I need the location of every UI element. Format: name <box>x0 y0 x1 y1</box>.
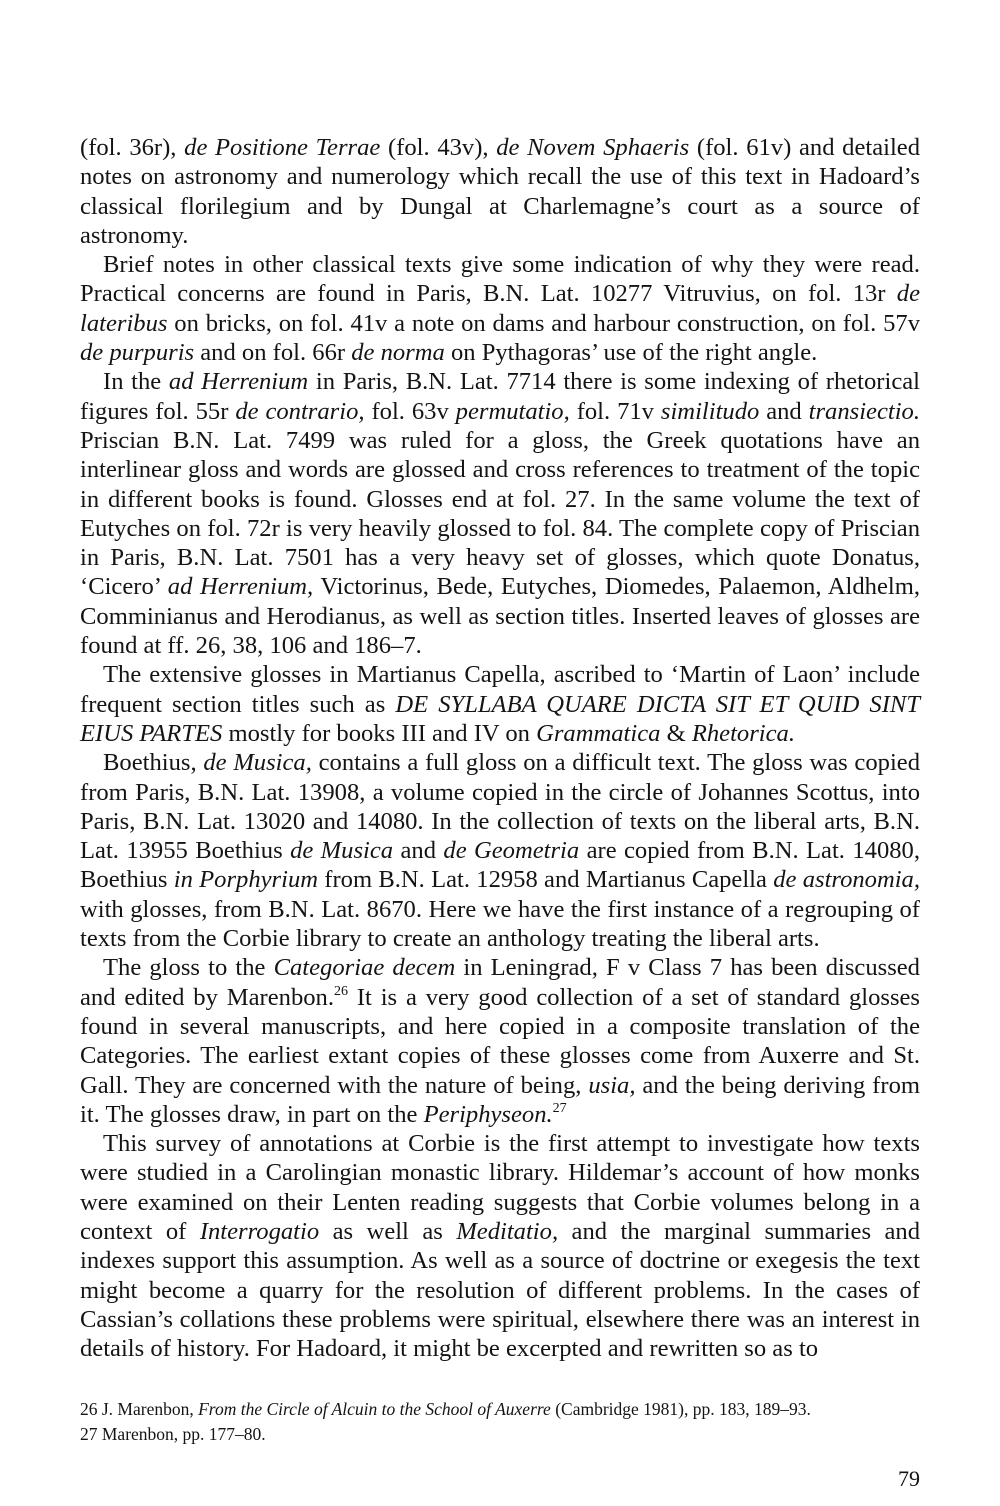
italic-text: From the Circle of Alcuin to the School of Auxerre <box>198 1399 551 1419</box>
text-run: in Leningrad, F v Class 7 has been discussed and edited by Marenbon. <box>80 954 920 1011</box>
text-run: Priscian B.N. Lat. 7499 was ruled for a gloss, the Greek quotations have an interlinear gloss and words are glossed and cross references to treatment of the topic in different books is found. Glosses end at fol. 27. In the same volume the text of Eutyches on fol. 72r is very heavily glossed to fol. 84. The complete copy of Priscian in Paris, B.N. Lat. 7501 has a very heavy set of glosses, which quote Donatus, ‘Cicero’ <box>80 426 920 601</box>
italic-text: Periphyseon. <box>423 1100 553 1128</box>
italic-text: Categoriae decem <box>273 954 456 982</box>
italic-text: de lateribus <box>80 280 920 337</box>
italic-text: ad Herrenium, <box>167 573 314 601</box>
text-run: on Pythagoras’ use of the right angle. <box>444 339 818 367</box>
body-text <box>80 133 920 1363</box>
text-run: mostly for books III and IV on <box>222 719 537 747</box>
footnote <box>80 1397 940 1422</box>
page-number: 79 <box>898 1466 920 1491</box>
italic-text: Meditatio, <box>456 1217 559 1245</box>
paragraph <box>80 367 920 660</box>
footnote <box>80 1422 940 1447</box>
italic-text: usia, <box>588 1071 636 1099</box>
text-run: in Paris, B.N. Lat. 7714 there is some indexing of rhetorical figures fol. 55r <box>80 368 920 425</box>
text-run: The gloss to the <box>103 954 274 982</box>
italic-text: de Positione Terrae <box>184 134 381 161</box>
italic-text: in Porphyrium <box>173 866 318 894</box>
italic-text: de Geometria <box>443 837 580 865</box>
italic-text: de Musica, <box>203 749 312 777</box>
paragraph <box>80 660 920 748</box>
text-run: This survey of annotations at Corbie is the first attempt to investigate how texts were studied in a Carolingian monastic library. Hildemar’s account of how monks were examined on their Lenten reading suggests that Corbie volumes belong in a context of <box>80 1130 920 1245</box>
italic-text: transiectio. <box>808 397 921 425</box>
paragraph <box>80 953 920 1129</box>
text-run: & <box>660 719 692 747</box>
text-run: from B.N. Lat. 12958 and Martianus Capella <box>318 866 774 894</box>
text-run: (fol. 43v), <box>380 134 497 161</box>
text-run: fol. 71v <box>569 397 661 425</box>
italic-text: de contrario, <box>235 397 365 425</box>
italic-text: ad Herrenium <box>168 368 309 396</box>
text-run: It is a very good collection of a set of standard glosses found in several manuscripts, and here copied in a composite translation of the Categories. The earliest extant copies of these glosses come from Auxerre and St. Gall. They are concerned with the nature of being, <box>80 983 920 1099</box>
text-run: In the <box>103 368 169 396</box>
text-run: fol. 63v <box>364 397 456 425</box>
italic-text: de Musica <box>290 837 394 865</box>
text-run: with glosses, from B.N. Lat. 8670. Here we have the first instance of a regrouping of texts from the Corbie library to create an anthology treating the liberal arts. <box>80 895 920 953</box>
text-run: 26 J. Marenbon, <box>80 1399 199 1419</box>
italic-text: de purpuris <box>80 339 195 367</box>
footnote-ref: 27 <box>552 1100 567 1116</box>
italic-text: de astronomia, <box>773 866 920 894</box>
text-run: (Cambridge 1981), pp. 183, 189–93. <box>550 1399 811 1419</box>
text-run: and the marginal summaries and indexes support this assumption. As well as a source of doctrine or exegesis the text might become a quarry for the resolution of different problems. In the cases of Cassian’s collations these problems were spiritual, elsewhere there was an interest in details of history. For Hadoard, it might be excerpted and rewritten so as to <box>80 1217 920 1363</box>
text-run: and on fol. 66r <box>194 339 352 367</box>
italic-text: Grammatica <box>536 719 661 747</box>
text-run: and <box>759 397 809 425</box>
text-run: Victorinus, Bede, Eutyches, Diomedes, Palaemon, Aldhelm, Comminianus and Herodianus, as well as section titles. Inserted leaves of glosses are found at ff. 26, 38, 106 and 186–7. <box>80 573 920 660</box>
text-run: Boethius, <box>103 749 204 777</box>
text-run: 27 Marenbon, pp. 177–80. <box>80 1424 266 1444</box>
text-run: (fol. 61v) and detailed notes on astronomy and numerology which recall the use of this text in Hadoard’s classical florilegium and by Dungal at Charlemagne’s court as a source of astronomy. <box>80 134 921 249</box>
footnote-ref: 26 <box>333 983 348 999</box>
paragraph <box>80 1129 920 1363</box>
text-run: and <box>393 837 444 865</box>
italic-text: DE SYLLABA QUARE DICTA SIT ET QUID SINT EIUS PARTES <box>80 690 921 747</box>
paragraph <box>80 250 920 367</box>
footnotes <box>80 1397 940 1447</box>
text-run: are copied from B.N. Lat. 14080, Boethius <box>80 837 920 894</box>
italic-text: similitudo <box>660 397 760 425</box>
text-run: and the being deriving from it. The glosses draw, in part on the <box>80 1071 920 1128</box>
paragraph <box>80 748 920 953</box>
italic-text: Interrogatio <box>199 1217 320 1245</box>
italic-text: de norma <box>351 339 445 367</box>
italic-text: de Novem Sphaeris <box>496 134 690 161</box>
text-run: contains a full gloss on a difficult text. The gloss was copied from Paris, B.N. Lat. 13908, a volume copied in the circle of Johannes Scottus, into Paris, B.N. Lat. 13020 and 14080. In the collection of texts on the liberal arts, B.N. Lat. 13955 Boethius <box>80 749 920 865</box>
italic-text: Rhetorica. <box>691 719 795 747</box>
italic-text: permutatio, <box>455 397 570 425</box>
text-run: (fol. 36r), <box>80 134 185 161</box>
text-run: The extensive glosses in Martianus Capella, ascribed to ‘Martin of Laon’ include frequent section titles such as <box>80 661 920 718</box>
text-run: as well as <box>319 1217 457 1245</box>
text-run: on bricks, on fol. 41v a note on dams and harbour construction, on fol. 57v <box>167 309 920 337</box>
text-run: Brief notes in other classical texts give some indication of why they were read. Practical concerns are found in Paris, B.N. Lat. 10277 Vitruvius, on fol. 13r <box>80 251 920 308</box>
paragraph <box>80 133 920 250</box>
